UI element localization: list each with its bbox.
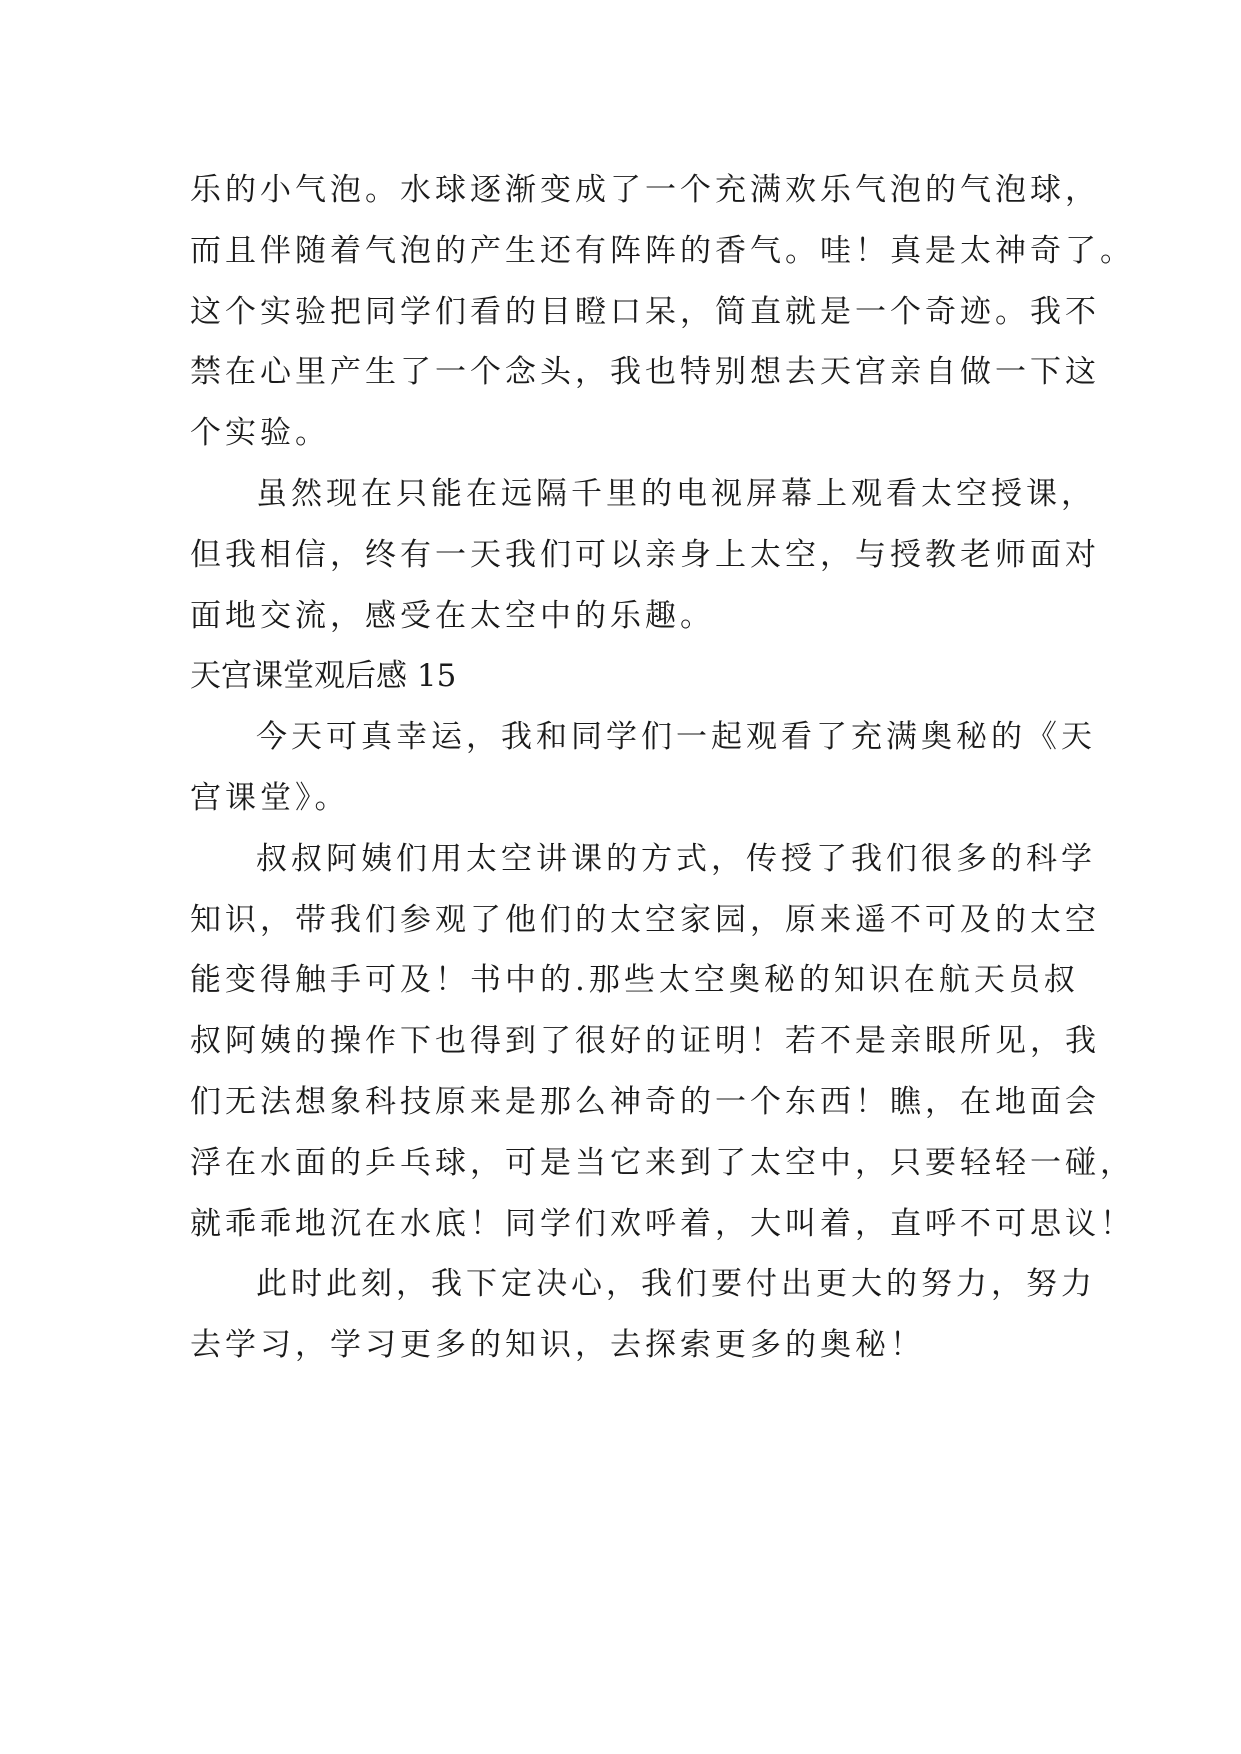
paragraph-start-line: 今天可真幸运，我和同学们一起观看了充满奥秘的《天 <box>256 719 1096 756</box>
text-line: 叔阿姨的操作下也得到了很好的证明！若不是亲眼所见，我 <box>190 1023 1100 1060</box>
text-line: 而且伴随着气泡的产生还有阵阵的香气。哇！真是太神奇了。 <box>190 232 1135 269</box>
section-heading: 天宫课堂观后感 15 <box>190 658 457 695</box>
document-body <box>190 160 1135 1376</box>
text-line: 禁在心里产生了一个念头，我也特别想去天宫亲自做一下这 <box>190 354 1100 391</box>
text-line: 知识，带我们参观了他们的太空家园，原来遥不可及的太空 <box>190 901 1100 938</box>
text-line: 去学习，学习更多的知识，去探索更多的奥秘！ <box>190 1327 925 1364</box>
text-line: 个实验。 <box>190 415 330 452</box>
text-line: 能变得触手可及！书中的.那些太空奥秘的知识在航天员叔 <box>190 962 1079 999</box>
text-line: 们无法想象科技原来是那么神奇的一个东西！瞧，在地面会 <box>190 1083 1100 1120</box>
text-line: 就乖乖地沉在水底！同学们欢呼着，大叫着，直呼不可思议！ <box>190 1205 1135 1242</box>
text-line: 浮在水面的乒乓球，可是当它来到了太空中，只要轻轻一碰， <box>190 1144 1135 1181</box>
text-line: 面地交流，感受在太空中的乐趣。 <box>190 597 715 634</box>
paragraph-start-line: 此时此刻，我下定决心，我们要付出更大的努力，努力 <box>256 1266 1096 1303</box>
text-line: 但我相信，终有一天我们可以亲身上太空，与授教老师面对 <box>190 536 1100 573</box>
paragraph-start-line: 虽然现在只能在远隔千里的电视屏幕上观看太空授课， <box>256 475 1096 512</box>
text-line: 乐的小气泡。水球逐渐变成了一个充满欢乐气泡的气泡球， <box>190 172 1100 208</box>
paragraph-start-line: 叔叔阿姨们用太空讲课的方式，传授了我们很多的科学 <box>256 840 1096 877</box>
text-line: 宫课堂》。 <box>190 779 350 816</box>
text-line: 这个实验把同学们看的目瞪口呆，简直就是一个奇迹。我不 <box>190 293 1100 330</box>
